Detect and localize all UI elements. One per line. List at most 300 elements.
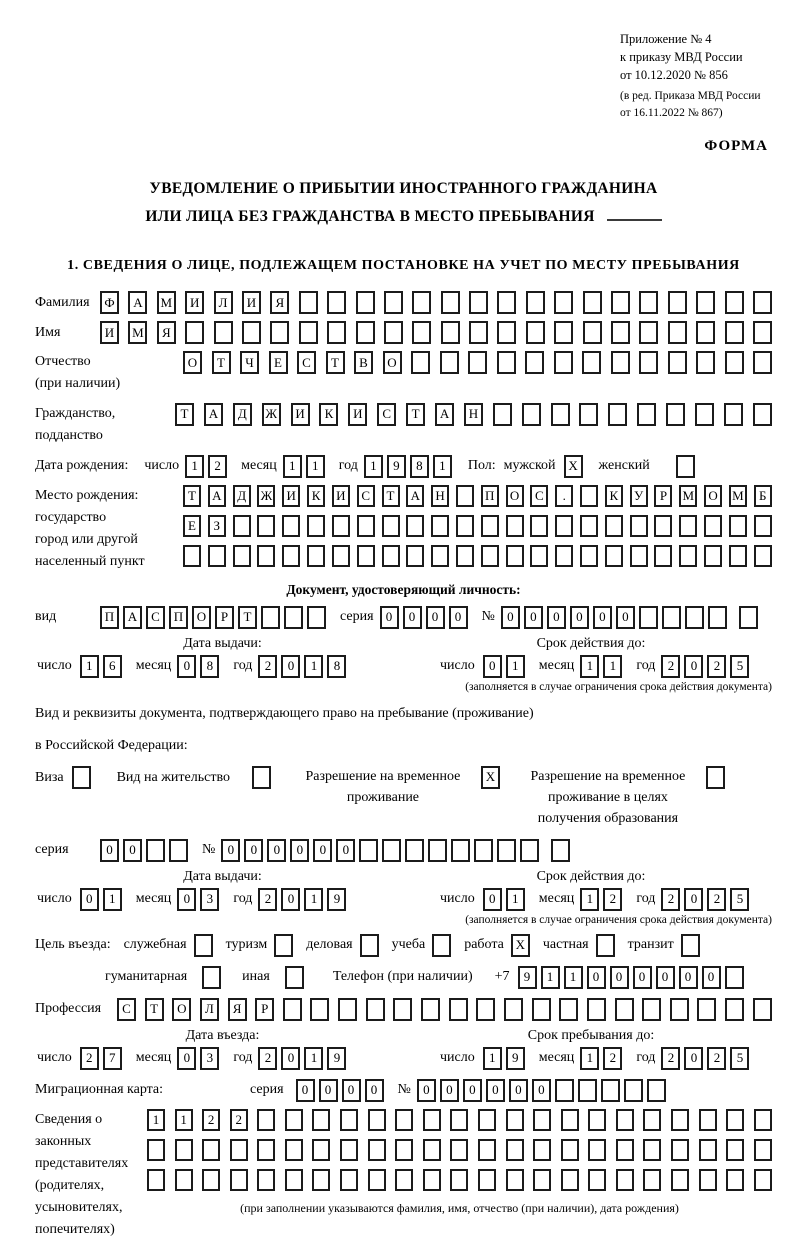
char-cell[interactable] bbox=[753, 291, 772, 314]
char-cell[interactable] bbox=[583, 291, 602, 314]
char-cell[interactable] bbox=[587, 998, 606, 1021]
res-issue-day[interactable] bbox=[80, 888, 122, 911]
char-cell[interactable]: 1 bbox=[603, 655, 622, 678]
char-cell[interactable]: 0 bbox=[313, 839, 332, 862]
profession-input[interactable] bbox=[117, 998, 772, 1021]
char-cell[interactable]: 0 bbox=[610, 966, 629, 989]
char-cell[interactable] bbox=[257, 545, 275, 567]
res-number-extra-cell[interactable] bbox=[551, 839, 570, 862]
char-cell[interactable]: 9 bbox=[327, 1047, 346, 1070]
char-cell[interactable] bbox=[643, 1139, 661, 1161]
char-cell[interactable] bbox=[423, 1139, 441, 1161]
checkbox-cell[interactable] bbox=[360, 934, 379, 957]
char-cell[interactable] bbox=[282, 545, 300, 567]
char-cell[interactable] bbox=[340, 1109, 358, 1131]
char-cell[interactable]: С bbox=[377, 403, 396, 426]
char-cell[interactable]: Р bbox=[255, 998, 274, 1021]
char-cell[interactable]: 1 bbox=[185, 455, 204, 478]
char-cell[interactable] bbox=[285, 1109, 303, 1131]
char-cell[interactable]: П bbox=[481, 485, 499, 507]
char-cell[interactable]: 0 bbox=[509, 1079, 528, 1102]
char-cell[interactable] bbox=[307, 545, 325, 567]
char-cell[interactable]: 0 bbox=[177, 1047, 196, 1070]
char-cell[interactable] bbox=[555, 515, 573, 537]
char-cell[interactable] bbox=[753, 321, 772, 344]
char-cell[interactable]: Б bbox=[754, 485, 772, 507]
char-cell[interactable] bbox=[611, 351, 630, 374]
representatives-input-row2[interactable] bbox=[147, 1139, 772, 1161]
char-cell[interactable] bbox=[666, 403, 685, 426]
checkbox-cell[interactable] bbox=[706, 766, 725, 789]
char-cell[interactable] bbox=[551, 403, 570, 426]
char-cell[interactable]: 2 bbox=[258, 888, 277, 911]
char-cell[interactable]: 0 bbox=[80, 888, 99, 911]
char-cell[interactable] bbox=[679, 515, 697, 537]
char-cell[interactable] bbox=[497, 351, 516, 374]
char-cell[interactable]: Е bbox=[269, 351, 288, 374]
char-cell[interactable] bbox=[699, 1139, 717, 1161]
char-cell[interactable]: 1 bbox=[541, 966, 560, 989]
char-cell[interactable] bbox=[411, 351, 430, 374]
doc-kind-input[interactable] bbox=[100, 606, 326, 629]
char-cell[interactable] bbox=[679, 545, 697, 567]
char-cell[interactable]: 5 bbox=[730, 888, 749, 911]
char-cell[interactable] bbox=[147, 1139, 165, 1161]
char-cell[interactable]: Л bbox=[214, 291, 233, 314]
char-cell[interactable]: 0 bbox=[593, 606, 612, 629]
char-cell[interactable] bbox=[555, 1079, 574, 1102]
res-number-input[interactable] bbox=[221, 839, 539, 862]
char-cell[interactable] bbox=[561, 1109, 579, 1131]
char-cell[interactable] bbox=[725, 998, 744, 1021]
char-cell[interactable]: 0 bbox=[342, 1079, 361, 1102]
checkbox-cell[interactable] bbox=[194, 934, 213, 957]
char-cell[interactable] bbox=[580, 515, 598, 537]
char-cell[interactable] bbox=[307, 606, 326, 629]
representatives-input-row1[interactable] bbox=[147, 1109, 772, 1131]
char-cell[interactable]: 0 bbox=[684, 888, 703, 911]
char-cell[interactable] bbox=[147, 1169, 165, 1191]
visa-checkbox[interactable] bbox=[72, 766, 91, 789]
char-cell[interactable] bbox=[605, 545, 623, 567]
char-cell[interactable] bbox=[312, 1169, 330, 1191]
res-valid-year[interactable] bbox=[661, 888, 749, 911]
temp-residence-checkbox[interactable] bbox=[481, 766, 500, 789]
char-cell[interactable] bbox=[395, 1169, 413, 1191]
char-cell[interactable]: 0 bbox=[633, 966, 652, 989]
char-cell[interactable] bbox=[671, 1139, 689, 1161]
char-cell[interactable] bbox=[671, 1169, 689, 1191]
char-cell[interactable]: О bbox=[192, 606, 211, 629]
char-cell[interactable] bbox=[451, 839, 470, 862]
char-cell[interactable] bbox=[468, 351, 487, 374]
char-cell[interactable]: 1 bbox=[283, 455, 302, 478]
char-cell[interactable] bbox=[423, 1169, 441, 1191]
char-cell[interactable]: 2 bbox=[707, 655, 726, 678]
char-cell[interactable] bbox=[450, 1109, 468, 1131]
char-cell[interactable]: А bbox=[123, 606, 142, 629]
char-cell[interactable]: 1 bbox=[364, 455, 383, 478]
char-cell[interactable]: 0 bbox=[336, 839, 355, 862]
char-cell[interactable] bbox=[233, 545, 251, 567]
char-cell[interactable] bbox=[384, 291, 403, 314]
char-cell[interactable]: 5 bbox=[730, 1047, 749, 1070]
char-cell[interactable] bbox=[526, 321, 545, 344]
char-cell[interactable] bbox=[753, 351, 772, 374]
char-cell[interactable] bbox=[456, 545, 474, 567]
char-cell[interactable] bbox=[608, 403, 627, 426]
char-cell[interactable]: 2 bbox=[258, 1047, 277, 1070]
char-cell[interactable]: 0 bbox=[463, 1079, 482, 1102]
char-cell[interactable] bbox=[601, 1079, 620, 1102]
char-cell[interactable] bbox=[580, 545, 598, 567]
checkbox-cell[interactable] bbox=[274, 934, 293, 957]
mc-series-input[interactable] bbox=[296, 1079, 384, 1102]
checkbox-cell[interactable] bbox=[202, 966, 221, 989]
id-issue-year[interactable] bbox=[258, 655, 346, 678]
char-cell[interactable]: 0 bbox=[281, 655, 300, 678]
char-cell[interactable] bbox=[478, 1139, 496, 1161]
char-cell[interactable] bbox=[616, 1169, 634, 1191]
char-cell[interactable]: 3 bbox=[200, 1047, 219, 1070]
char-cell[interactable] bbox=[431, 515, 449, 537]
char-cell[interactable] bbox=[412, 321, 431, 344]
char-cell[interactable]: 0 bbox=[440, 1079, 459, 1102]
char-cell[interactable]: 0 bbox=[449, 606, 468, 629]
birth-place-input-row2[interactable] bbox=[183, 515, 772, 537]
char-cell[interactable] bbox=[611, 321, 630, 344]
char-cell[interactable]: 1 bbox=[580, 888, 599, 911]
char-cell[interactable] bbox=[695, 403, 714, 426]
char-cell[interactable]: 0 bbox=[684, 655, 703, 678]
char-cell[interactable] bbox=[478, 1109, 496, 1131]
stay-month[interactable] bbox=[580, 1047, 622, 1070]
char-cell[interactable]: Д bbox=[233, 485, 251, 507]
char-cell[interactable] bbox=[588, 1139, 606, 1161]
char-cell[interactable]: 0 bbox=[403, 606, 422, 629]
char-cell[interactable] bbox=[366, 998, 385, 1021]
char-cell[interactable] bbox=[753, 998, 772, 1021]
char-cell[interactable] bbox=[754, 1109, 772, 1131]
char-cell[interactable]: И bbox=[242, 291, 261, 314]
char-cell[interactable] bbox=[332, 545, 350, 567]
char-cell[interactable] bbox=[725, 321, 744, 344]
char-cell[interactable]: Р bbox=[654, 485, 672, 507]
char-cell[interactable] bbox=[307, 515, 325, 537]
char-cell[interactable]: С bbox=[357, 485, 375, 507]
char-cell[interactable]: . bbox=[555, 485, 573, 507]
char-cell[interactable] bbox=[285, 1139, 303, 1161]
char-cell[interactable] bbox=[431, 545, 449, 567]
char-cell[interactable]: 0 bbox=[656, 966, 675, 989]
char-cell[interactable] bbox=[725, 351, 744, 374]
char-cell[interactable]: П bbox=[169, 606, 188, 629]
char-cell[interactable]: Р bbox=[215, 606, 234, 629]
sex-female-checkbox[interactable] bbox=[676, 455, 695, 478]
char-cell[interactable]: А bbox=[204, 403, 223, 426]
char-cell[interactable]: 5 bbox=[730, 655, 749, 678]
char-cell[interactable] bbox=[668, 351, 687, 374]
char-cell[interactable]: М bbox=[157, 291, 176, 314]
char-cell[interactable]: П bbox=[100, 606, 119, 629]
char-cell[interactable] bbox=[754, 515, 772, 537]
doc-series-input[interactable] bbox=[380, 606, 468, 629]
purpose-study-checkbox[interactable] bbox=[432, 934, 451, 957]
char-cell[interactable] bbox=[643, 1169, 661, 1191]
char-cell[interactable]: И bbox=[185, 291, 204, 314]
char-cell[interactable] bbox=[257, 515, 275, 537]
char-cell[interactable] bbox=[654, 545, 672, 567]
char-cell[interactable]: 2 bbox=[707, 1047, 726, 1070]
char-cell[interactable] bbox=[395, 1109, 413, 1131]
char-cell[interactable] bbox=[368, 1109, 386, 1131]
char-cell[interactable] bbox=[729, 545, 747, 567]
char-cell[interactable]: 2 bbox=[208, 455, 227, 478]
phone-input[interactable] bbox=[518, 966, 744, 989]
char-cell[interactable]: 0 bbox=[684, 1047, 703, 1070]
char-cell[interactable] bbox=[327, 321, 346, 344]
checkbox-cell[interactable] bbox=[432, 934, 451, 957]
res-issue-year[interactable] bbox=[258, 888, 346, 911]
char-cell[interactable] bbox=[699, 1169, 717, 1191]
char-cell[interactable]: 0 bbox=[177, 655, 196, 678]
id-issue-day[interactable] bbox=[80, 655, 122, 678]
char-cell[interactable] bbox=[559, 998, 578, 1021]
char-cell[interactable]: 0 bbox=[123, 839, 142, 862]
char-cell[interactable]: Т bbox=[183, 485, 201, 507]
char-cell[interactable]: Ж bbox=[262, 403, 281, 426]
char-cell[interactable] bbox=[671, 1109, 689, 1131]
purpose-tourism-checkbox[interactable] bbox=[274, 934, 293, 957]
birth-year-input[interactable] bbox=[364, 455, 452, 478]
char-cell[interactable]: 2 bbox=[258, 655, 277, 678]
char-cell[interactable]: Я bbox=[270, 291, 289, 314]
char-cell[interactable] bbox=[639, 291, 658, 314]
char-cell[interactable] bbox=[169, 839, 188, 862]
char-cell[interactable] bbox=[753, 403, 772, 426]
char-cell[interactable] bbox=[310, 998, 329, 1021]
char-cell[interactable] bbox=[639, 606, 658, 629]
char-cell[interactable] bbox=[359, 839, 378, 862]
char-cell[interactable] bbox=[284, 606, 303, 629]
birth-month-input[interactable] bbox=[283, 455, 325, 478]
char-cell[interactable] bbox=[696, 321, 715, 344]
char-cell[interactable] bbox=[647, 1079, 666, 1102]
char-cell[interactable] bbox=[440, 351, 459, 374]
char-cell[interactable]: 1 bbox=[506, 888, 525, 911]
residence-permit-checkbox[interactable] bbox=[252, 766, 271, 789]
entry-month[interactable] bbox=[177, 1047, 219, 1070]
char-cell[interactable] bbox=[456, 485, 474, 507]
char-cell[interactable] bbox=[146, 839, 165, 862]
char-cell[interactable]: О bbox=[172, 998, 191, 1021]
char-cell[interactable] bbox=[533, 1109, 551, 1131]
char-cell[interactable]: А bbox=[128, 291, 147, 314]
char-cell[interactable]: 0 bbox=[177, 888, 196, 911]
char-cell[interactable] bbox=[368, 1169, 386, 1191]
checkbox-cell[interactable]: X bbox=[511, 934, 530, 957]
char-cell[interactable]: 0 bbox=[296, 1079, 315, 1102]
char-cell[interactable] bbox=[261, 606, 280, 629]
birth-day-input[interactable] bbox=[185, 455, 227, 478]
res-valid-day[interactable] bbox=[483, 888, 525, 911]
char-cell[interactable]: М bbox=[128, 321, 147, 344]
char-cell[interactable] bbox=[554, 321, 573, 344]
char-cell[interactable]: 0 bbox=[380, 606, 399, 629]
char-cell[interactable]: М bbox=[729, 485, 747, 507]
char-cell[interactable]: 0 bbox=[679, 966, 698, 989]
char-cell[interactable] bbox=[520, 839, 539, 862]
char-cell[interactable] bbox=[356, 321, 375, 344]
char-cell[interactable] bbox=[554, 291, 573, 314]
char-cell[interactable]: А bbox=[208, 485, 226, 507]
char-cell[interactable] bbox=[175, 1139, 193, 1161]
char-cell[interactable] bbox=[580, 485, 598, 507]
char-cell[interactable]: 8 bbox=[200, 655, 219, 678]
char-cell[interactable] bbox=[588, 1169, 606, 1191]
char-cell[interactable] bbox=[506, 1139, 524, 1161]
char-cell[interactable]: 1 bbox=[304, 888, 323, 911]
char-cell[interactable] bbox=[729, 515, 747, 537]
char-cell[interactable]: 1 bbox=[175, 1109, 193, 1131]
mc-number-input[interactable] bbox=[417, 1079, 666, 1102]
char-cell[interactable] bbox=[726, 1169, 744, 1191]
char-cell[interactable] bbox=[233, 515, 251, 537]
char-cell[interactable]: 0 bbox=[244, 839, 263, 862]
char-cell[interactable]: Ч bbox=[240, 351, 259, 374]
char-cell[interactable]: С bbox=[530, 485, 548, 507]
char-cell[interactable]: 2 bbox=[603, 888, 622, 911]
char-cell[interactable]: И bbox=[332, 485, 350, 507]
char-cell[interactable] bbox=[428, 839, 447, 862]
char-cell[interactable] bbox=[611, 291, 630, 314]
char-cell[interactable]: Т bbox=[212, 351, 231, 374]
char-cell[interactable]: 0 bbox=[532, 1079, 551, 1102]
char-cell[interactable] bbox=[526, 291, 545, 314]
char-cell[interactable] bbox=[406, 545, 424, 567]
char-cell[interactable]: Т bbox=[175, 403, 194, 426]
char-cell[interactable]: 1 bbox=[580, 1047, 599, 1070]
char-cell[interactable] bbox=[696, 351, 715, 374]
char-cell[interactable]: 0 bbox=[486, 1079, 505, 1102]
char-cell[interactable]: Ф bbox=[100, 291, 119, 314]
char-cell[interactable] bbox=[530, 545, 548, 567]
char-cell[interactable]: 2 bbox=[603, 1047, 622, 1070]
char-cell[interactable]: К bbox=[605, 485, 623, 507]
char-cell[interactable]: 0 bbox=[570, 606, 589, 629]
char-cell[interactable] bbox=[299, 291, 318, 314]
char-cell[interactable] bbox=[704, 545, 722, 567]
char-cell[interactable]: А bbox=[406, 485, 424, 507]
char-cell[interactable] bbox=[493, 403, 512, 426]
char-cell[interactable] bbox=[708, 606, 727, 629]
entry-day[interactable] bbox=[80, 1047, 122, 1070]
char-cell[interactable] bbox=[506, 1169, 524, 1191]
sex-male-checkbox[interactable] bbox=[564, 455, 583, 478]
char-cell[interactable] bbox=[551, 839, 570, 862]
char-cell[interactable]: 9 bbox=[506, 1047, 525, 1070]
char-cell[interactable]: Т bbox=[238, 606, 257, 629]
char-cell[interactable] bbox=[449, 998, 468, 1021]
char-cell[interactable] bbox=[504, 998, 523, 1021]
char-cell[interactable] bbox=[481, 545, 499, 567]
char-cell[interactable] bbox=[697, 998, 716, 1021]
char-cell[interactable]: 1 bbox=[433, 455, 452, 478]
id-valid-month[interactable] bbox=[580, 655, 622, 678]
char-cell[interactable]: С bbox=[297, 351, 316, 374]
char-cell[interactable]: Ж bbox=[257, 485, 275, 507]
char-cell[interactable] bbox=[382, 515, 400, 537]
char-cell[interactable]: 0 bbox=[281, 1047, 300, 1070]
char-cell[interactable] bbox=[497, 291, 516, 314]
char-cell[interactable]: 0 bbox=[417, 1079, 436, 1102]
char-cell[interactable] bbox=[183, 545, 201, 567]
checkbox-cell[interactable]: X bbox=[481, 766, 500, 789]
char-cell[interactable] bbox=[257, 1109, 275, 1131]
char-cell[interactable]: 1 bbox=[580, 655, 599, 678]
char-cell[interactable]: 1 bbox=[147, 1109, 165, 1131]
char-cell[interactable]: 0 bbox=[524, 606, 543, 629]
char-cell[interactable]: И bbox=[348, 403, 367, 426]
checkbox-cell[interactable] bbox=[596, 934, 615, 957]
char-cell[interactable] bbox=[185, 321, 204, 344]
char-cell[interactable]: А bbox=[435, 403, 454, 426]
char-cell[interactable] bbox=[202, 1169, 220, 1191]
char-cell[interactable] bbox=[704, 515, 722, 537]
char-cell[interactable]: 0 bbox=[547, 606, 566, 629]
char-cell[interactable]: 0 bbox=[483, 655, 502, 678]
char-cell[interactable] bbox=[405, 839, 424, 862]
char-cell[interactable] bbox=[497, 321, 516, 344]
char-cell[interactable] bbox=[230, 1169, 248, 1191]
char-cell[interactable] bbox=[668, 321, 687, 344]
char-cell[interactable] bbox=[630, 545, 648, 567]
char-cell[interactable] bbox=[583, 321, 602, 344]
char-cell[interactable]: 1 bbox=[80, 655, 99, 678]
char-cell[interactable] bbox=[533, 1169, 551, 1191]
char-cell[interactable] bbox=[282, 515, 300, 537]
char-cell[interactable]: 0 bbox=[616, 606, 635, 629]
checkbox-cell[interactable] bbox=[72, 766, 91, 789]
char-cell[interactable] bbox=[561, 1139, 579, 1161]
id-valid-year[interactable] bbox=[661, 655, 749, 678]
char-cell[interactable] bbox=[643, 1109, 661, 1131]
stay-day[interactable] bbox=[483, 1047, 525, 1070]
char-cell[interactable] bbox=[412, 291, 431, 314]
char-cell[interactable] bbox=[699, 1109, 717, 1131]
char-cell[interactable]: 0 bbox=[483, 888, 502, 911]
char-cell[interactable] bbox=[637, 403, 656, 426]
char-cell[interactable] bbox=[456, 515, 474, 537]
char-cell[interactable]: Н bbox=[431, 485, 449, 507]
given-name-input[interactable] bbox=[100, 321, 772, 344]
char-cell[interactable]: Н bbox=[464, 403, 483, 426]
char-cell[interactable] bbox=[285, 1169, 303, 1191]
char-cell[interactable] bbox=[356, 291, 375, 314]
char-cell[interactable]: 9 bbox=[387, 455, 406, 478]
char-cell[interactable] bbox=[214, 321, 233, 344]
purpose-private-checkbox[interactable] bbox=[596, 934, 615, 957]
char-cell[interactable] bbox=[450, 1139, 468, 1161]
char-cell[interactable] bbox=[476, 998, 495, 1021]
char-cell[interactable]: О bbox=[183, 351, 202, 374]
char-cell[interactable] bbox=[739, 606, 758, 629]
purpose-business-checkbox[interactable] bbox=[360, 934, 379, 957]
char-cell[interactable]: О bbox=[383, 351, 402, 374]
char-cell[interactable]: Я bbox=[228, 998, 247, 1021]
char-cell[interactable] bbox=[406, 515, 424, 537]
entry-year[interactable] bbox=[258, 1047, 346, 1070]
